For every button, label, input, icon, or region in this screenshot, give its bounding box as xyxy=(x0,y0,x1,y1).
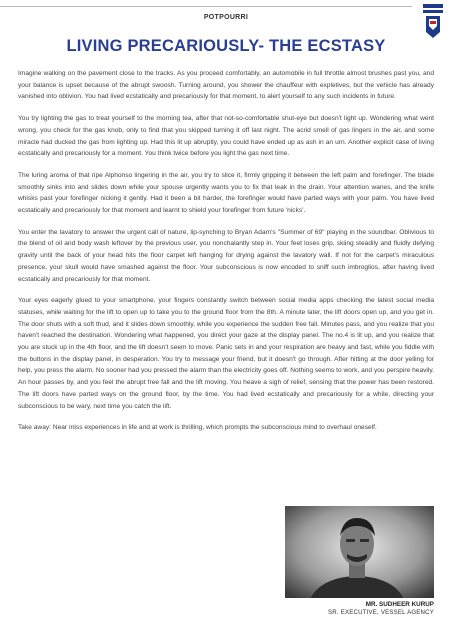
paragraph: You enter the lavatory to answer the urgent call of nature, lip-synching to Bryan Adam's "Summer of 69" playing in the soundbar. Oblivious to the blend of oil and body wash leftover by the previous user, you nonchalantly step in. Your feet loses grip, skiing steadily and fluidly defying gravity until the back of your head hits the floor carpet left hanging for drying against the lavatory wall. If not for the carpet's miraculous presence, your skull would have smashed against the floor. Your subconscious is now encoded to sniff such imbroglios, after having lived ecstatically and precariously for that moment. xyxy=(18,228,434,283)
author-portrait xyxy=(285,506,434,598)
paragraph-takeaway: Take away: Near miss experiences in life and at work is thrilling, which prompts the subconscious mind to overhaul oneself. xyxy=(18,424,377,432)
article-title: LIVING PRECARIOUSLY- THE ECSTASY xyxy=(66,37,386,55)
section-label: POTPOURRI xyxy=(203,14,249,21)
company-logo-icon xyxy=(422,2,444,40)
paragraph: You try lighting the gas to treat yourself to the morning tea, after that not-so-comfortable shut-eye but doesn't light up. Wondering what went wrong, you check for the gas knob, only to find that you skipped turning it off last night. The acrid smell of gas lingers in the air, and some miracle had ducked the gas from lighting up. Had this lit up abruptly, you could have ended up as ash in an urn. Another explicit case of living ecstatically and precariously for a moment. You think twice before you light the gas next time. xyxy=(18,115,434,158)
author-name: MR. SUDHEER KURUP xyxy=(365,601,434,608)
header-rule xyxy=(0,6,412,7)
author-role: SR. EXECUTIVE, VESSEL AGENCY xyxy=(328,609,434,616)
paragraph: The luring aroma of that ripe Alphonso lingering in the air, you try to slice it, firmly gripping it between the left palm and forefinger. The blade smoothly sinks into and slides down while your spouse urgently wants you to fix that leak in the drain. Your attention wanes, and the knife whisks past your forefinger nicking it gently. Had it been a bit harder, the forefinger would have parted ways with your palm. You have lived ecstatically and precariously for that moment and learnt to shield your forefinger from future 'nicks'. xyxy=(18,171,434,215)
article-body xyxy=(18,68,434,444)
paragraph: Imagine walking on the pavement close to the tracks. As you proceed comfortably, an automobile in full throttle almost brushes past you, and your balance is upset because of the abrupt swoosh. Turning around, you shower the chauffeur with expletives, but the vehicle has already vanished into oblivion. You had lived ecstatically and precariously for that moment, to alert yourself to any such incidents in future. xyxy=(18,70,434,101)
paragraph: Your eyes eagerly glued to your smartphone, your fingers constantly switch between social media apps checking the latest social media statuses, while waiting for the lift to open up to take you to the ground floor from the 8th. A minute later, the lift doors open up, and you get in. The door shuts with a soft thud, and it slides down smoothly, while you experience the sudden free fall. Minutes pass, and you realize that you haven't reached the destination. Wondering what happened, you direct your gaze at the display panel. The no.4 is lit up, and you realize that you are stuck up in the 4th floor, and the lift doesn't seem to move. Panic sets in and your respiration are heavy and fast, while you fiddle with the buttons in the display panel, in desperation. You try to message your friend, but it doesn't go through. After hitting at the door yelling for help, you press the alarm. No sooner had you pressed the alarm than the electricity goes off. Nothing seems to work, and you perspire heavily. An hour passes by, and you feel the abrupt free fall and the lift moving. You heave a sigh of relief, sensing that the power has been restored. The lift doors have parted ways on the ground floor, by the time. You had lived ecstatically and precariously for a while, directing your subconscious to be wary, next time you catch the lift. xyxy=(18,297,434,410)
